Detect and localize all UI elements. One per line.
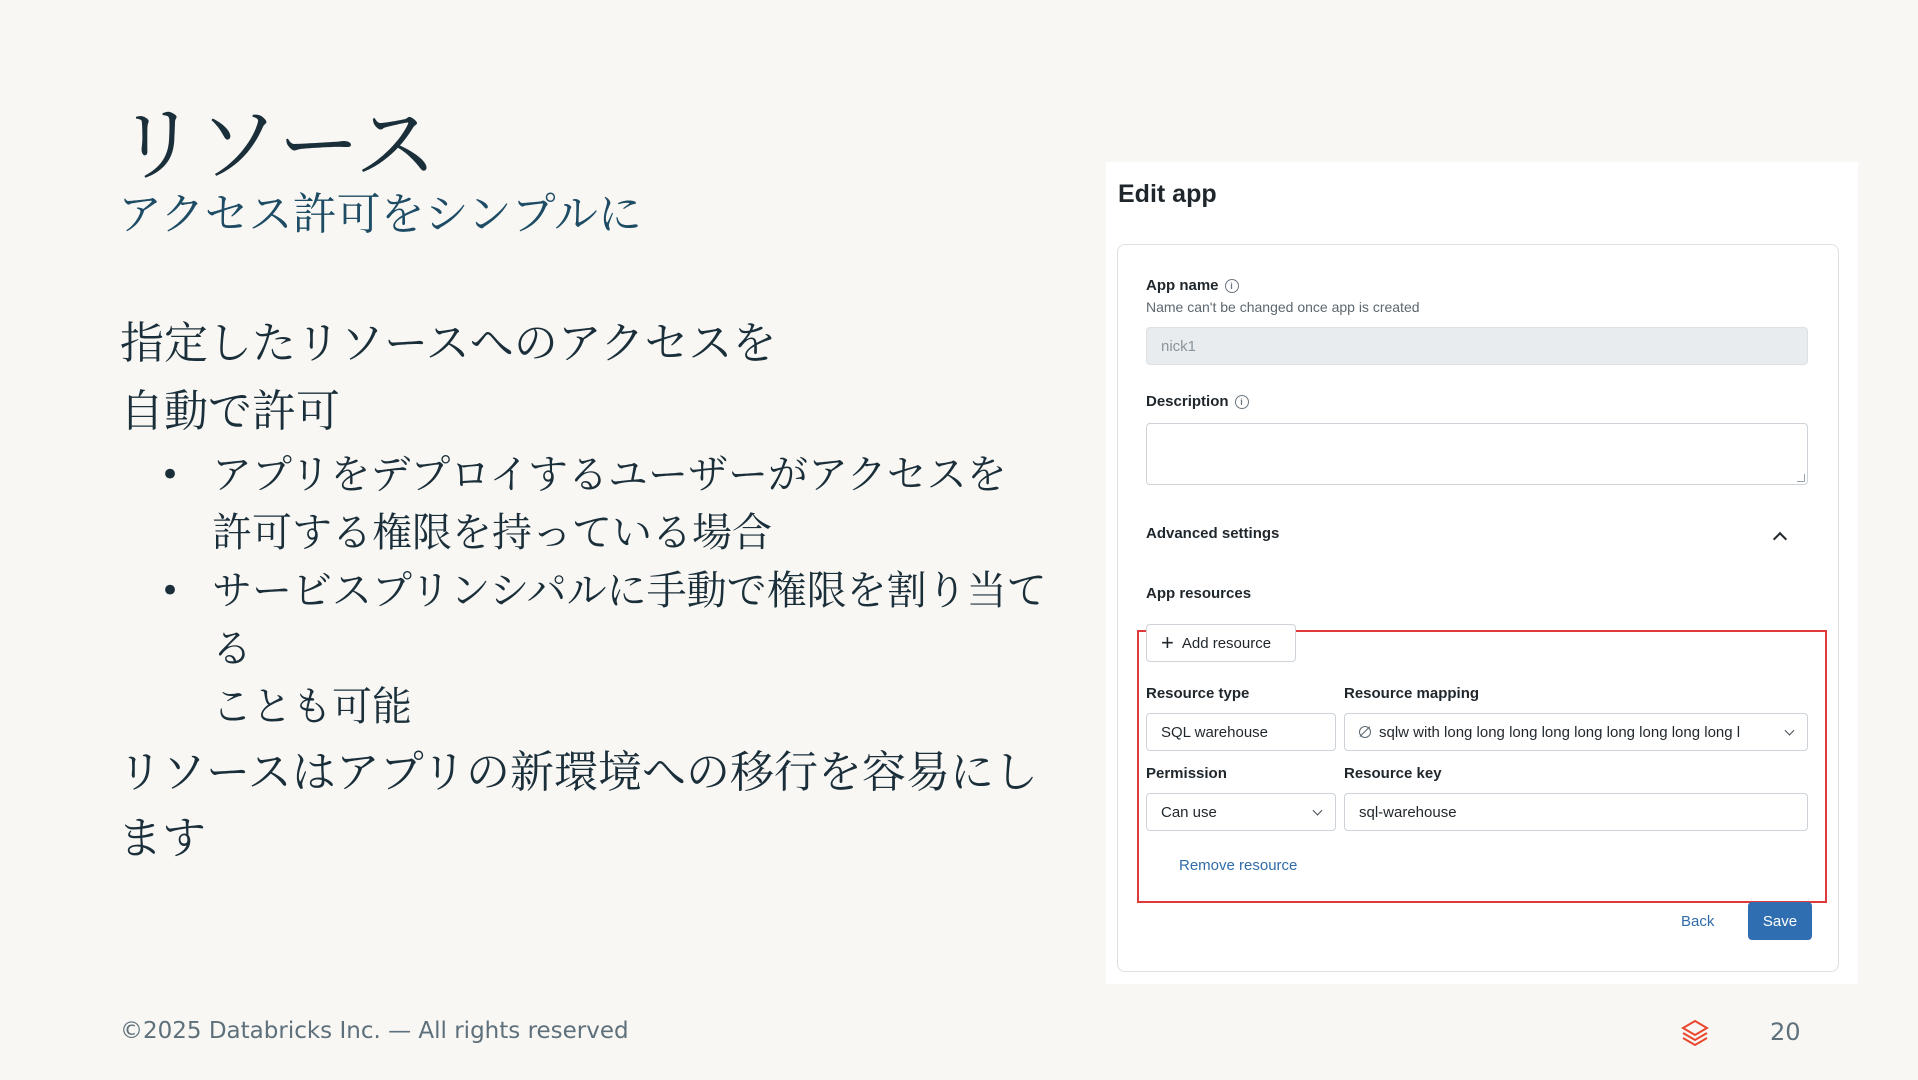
app-name-label [1146, 277, 1239, 294]
app-name-value: nick1 [1161, 337, 1197, 355]
add-resource-label: Add resource [1181, 634, 1272, 652]
resource-key-label [1344, 765, 1442, 782]
closing-line-1: リソースはアプリの新環境への移行を容易にし [118, 747, 1039, 798]
bullet-item [142, 446, 1070, 562]
permission-label-text: Permission [1146, 765, 1227, 782]
advanced-settings-label: Advanced settings [1146, 525, 1280, 542]
resource-key-label-text: Resource key [1344, 765, 1442, 782]
mapping-icon [1359, 726, 1371, 738]
lead-line-1: 指定したリソースへのアクセスを [120, 318, 777, 369]
bullet-line: 許可する権限を持っている場合 [212, 510, 772, 556]
edit-app-form [1117, 244, 1839, 972]
description-label-text: Description [1146, 393, 1229, 410]
info-icon[interactable]: i [1225, 279, 1239, 293]
resource-mapping-value: sqlw with long long long long long long long long long l [1379, 723, 1741, 741]
edit-app-title: Edit app [1118, 180, 1217, 208]
add-resource-button[interactable] [1146, 624, 1296, 662]
resource-mapping-label [1344, 685, 1479, 702]
resource-key-input[interactable] [1344, 793, 1808, 831]
resource-type-label-text: Resource type [1146, 685, 1250, 702]
bullet-line: ことも可能 [212, 684, 412, 730]
slide-title: リソース [116, 98, 436, 193]
body-block [120, 310, 1070, 736]
app-name-input [1146, 327, 1808, 365]
bullet-line: アプリをデプロイするユーザーがアクセスを [212, 452, 1007, 498]
back-button[interactable]: Back [1681, 913, 1715, 930]
bullet-line: サービスプリンシパルに手動で権限を割り当てる [212, 568, 1047, 672]
description-label [1146, 393, 1249, 410]
plus-icon: + [1161, 630, 1174, 655]
resource-mapping-label-text: Resource mapping [1344, 685, 1480, 702]
chevron-down-icon [1313, 806, 1323, 816]
bullet-list [142, 446, 1070, 736]
app-resources-label-text: App resources [1146, 585, 1252, 602]
app-resources-label [1146, 585, 1251, 602]
slide-subtitle: アクセス許可をシンプルに [118, 189, 642, 240]
app-name-label-text: App name [1146, 277, 1219, 294]
edit-app-panel [1106, 162, 1858, 984]
lead-text [120, 310, 1070, 446]
app-name-hint: Name can't be changed once app is created [1146, 299, 1420, 315]
permission-select[interactable] [1146, 793, 1336, 831]
lead-line-2: 自動で許可 [120, 386, 340, 437]
closing-line-2: ます [118, 813, 206, 864]
description-textarea[interactable] [1146, 423, 1808, 485]
closing-text [118, 740, 1078, 872]
bullet-dot: • [160, 571, 181, 611]
remove-resource-link[interactable]: Remove resource [1179, 857, 1298, 874]
permission-label [1146, 765, 1227, 782]
advanced-settings-toggle[interactable] [1146, 525, 1279, 542]
resource-mapping-select[interactable] [1344, 713, 1808, 751]
databricks-logo-icon [1680, 1018, 1710, 1048]
resource-key-value: sql-warehouse [1359, 803, 1457, 821]
resource-type-label [1146, 685, 1249, 702]
chevron-up-icon[interactable] [1773, 532, 1787, 546]
resource-type-field[interactable] [1146, 713, 1336, 751]
permission-value: Can use [1161, 803, 1217, 821]
bullet-item [142, 562, 1070, 736]
footer-copyright: ©2025 Databricks Inc. — All rights reserved [120, 1018, 629, 1044]
save-button[interactable]: Save [1748, 902, 1812, 940]
resource-type-value: SQL warehouse [1161, 723, 1269, 741]
bullet-dot: • [160, 455, 181, 495]
info-icon[interactable]: i [1235, 395, 1249, 409]
resize-grip-icon[interactable] [1797, 474, 1805, 482]
page-number: 20 [1770, 1018, 1801, 1046]
chevron-down-icon [1785, 726, 1795, 736]
